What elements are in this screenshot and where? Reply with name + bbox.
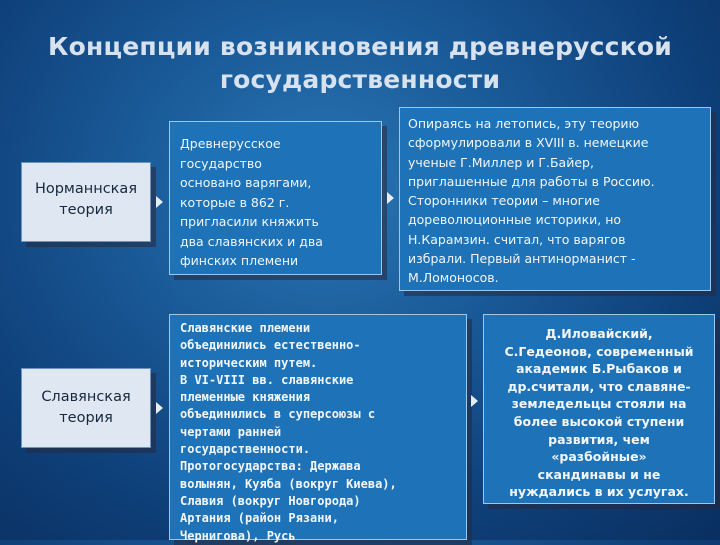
norman-theory-details-box [399, 107, 711, 291]
norman-theory-label: Норманнская теория [34, 181, 138, 218]
arrow-right-icon [471, 395, 478, 407]
norman-theory-description: Древнерусское государство основано варягами, которые в 862 г. пригласили княжить два славянских и два финских племени [180, 136, 323, 268]
slavic-theory-description-box [169, 314, 467, 543]
arrow-right-icon [387, 192, 394, 204]
slavic-theory-label: Славянская теория [41, 389, 131, 426]
norman-theory-description-box [169, 121, 382, 275]
title-line-1: Концепции возникновения древнерусской [48, 32, 672, 61]
arrow-right-icon [156, 402, 163, 414]
slavic-theory-details: Д.Иловайский, С.Гедеонов, современный академик Б.Рыбаков и др.считали, что славяне- земледельцы стояли на более высокой ступени развития, чем «разбойные» скандинавы и не нуждались в их услугах. [504, 326, 694, 500]
page-title [0, 30, 720, 96]
norman-theory-label-box [21, 162, 151, 242]
arrow-right-icon [156, 196, 163, 208]
slavic-theory-description: Славянские племени объединились естественно- историческим путем. В VI-VIII вв. славянские племенные княжения объединились в суперсоюзы с чертами ранней государственности. Протогосударства: Держава волынян, Куяба (вокруг Киева), Славия (вокруг Новгорода) Артания (район Рязани, Чернигова), Русь [180, 321, 397, 543]
slavic-theory-details-box [483, 314, 715, 504]
slavic-theory-label-box [21, 368, 151, 448]
title-line-2: государственности [219, 65, 501, 94]
norman-theory-details: Опираясь на летопись, эту теорию сформулировали в XVIII в. немецкие ученые Г.Миллер и Г.Байер, приглашенные для работы в Россию. Сторонники теории – многие дореволюционные историки, но Н.Карамзин. считал, что варягов избрали. Первый антинорманист - М.Ломоносов. [408, 116, 655, 286]
